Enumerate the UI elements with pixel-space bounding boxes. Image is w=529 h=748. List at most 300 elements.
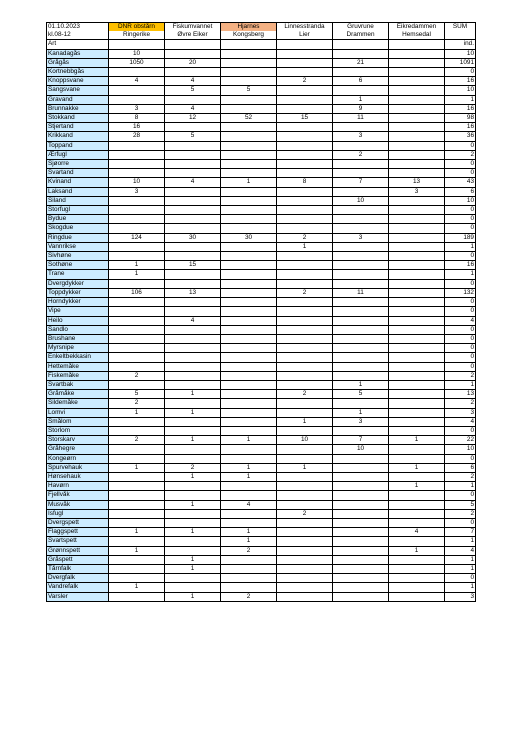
count-cell xyxy=(165,169,221,178)
species-name: Krikkand xyxy=(47,132,109,141)
sum-cell: 0 xyxy=(445,353,476,362)
sum-cell: 16 xyxy=(445,123,476,132)
count-cell xyxy=(165,518,221,527)
count-cell: 8 xyxy=(277,178,333,187)
count-cell: 1 xyxy=(109,546,165,555)
sum-cell: 1 xyxy=(445,242,476,251)
count-cell xyxy=(221,150,277,159)
count-cell: 52 xyxy=(221,114,277,123)
count-cell xyxy=(389,123,445,132)
table-row xyxy=(47,482,476,491)
count-cell xyxy=(165,334,221,343)
count-cell xyxy=(389,77,445,86)
species-name: Grønnspett xyxy=(47,546,109,555)
sum-cell: 0 xyxy=(445,491,476,500)
count-cell xyxy=(333,362,389,371)
count-cell: 11 xyxy=(333,114,389,123)
count-cell xyxy=(389,114,445,123)
count-cell: 15 xyxy=(165,261,221,270)
sum-cell: 0 xyxy=(445,279,476,288)
count-cell: 10 xyxy=(333,445,389,454)
species-name: Havørn xyxy=(47,482,109,491)
count-cell xyxy=(277,169,333,178)
count-cell: 106 xyxy=(109,288,165,297)
count-cell xyxy=(333,574,389,583)
count-cell xyxy=(109,574,165,583)
count-cell: 2 xyxy=(277,390,333,399)
sum-cell: 132 xyxy=(445,288,476,297)
table-row xyxy=(47,592,476,601)
count-cell xyxy=(333,500,389,509)
count-cell xyxy=(165,95,221,104)
site-name-4: Linnesstranda xyxy=(277,23,333,32)
count-cell xyxy=(221,509,277,518)
count-cell xyxy=(221,242,277,251)
count-cell: 1 xyxy=(165,472,221,481)
table-row xyxy=(47,399,476,408)
count-cell xyxy=(333,491,389,500)
table-row xyxy=(47,353,476,362)
count-cell: 30 xyxy=(165,233,221,242)
count-cell xyxy=(109,279,165,288)
count-cell xyxy=(333,169,389,178)
count-cell xyxy=(277,546,333,555)
sum-cell: 0 xyxy=(445,206,476,215)
count-cell xyxy=(165,68,221,77)
table-row xyxy=(47,224,476,233)
table-row xyxy=(47,187,476,196)
table-row xyxy=(47,371,476,380)
count-cell xyxy=(277,482,333,491)
table-row xyxy=(47,390,476,399)
sum-cell: 7 xyxy=(445,528,476,537)
count-cell xyxy=(165,150,221,159)
count-cell xyxy=(333,68,389,77)
count-cell xyxy=(221,169,277,178)
count-cell: 4 xyxy=(165,178,221,187)
site-place-2: Øvre Eiker xyxy=(165,31,221,40)
count-cell xyxy=(109,518,165,527)
count-cell xyxy=(109,454,165,463)
count-cell: 5 xyxy=(165,132,221,141)
table-row xyxy=(47,463,476,472)
count-cell xyxy=(333,316,389,325)
count-cell xyxy=(389,592,445,601)
species-name: Sangsvane xyxy=(47,86,109,95)
species-name: Sjøorre xyxy=(47,160,109,169)
count-cell xyxy=(221,482,277,491)
count-cell xyxy=(221,325,277,334)
species-name: Kanadagås xyxy=(47,49,109,58)
table-row xyxy=(47,445,476,454)
count-cell xyxy=(277,58,333,67)
count-cell xyxy=(277,261,333,270)
count-cell xyxy=(277,353,333,362)
table-row xyxy=(47,436,476,445)
count-cell xyxy=(165,307,221,316)
sum-cell: 3 xyxy=(445,408,476,417)
count-cell xyxy=(389,298,445,307)
count-cell xyxy=(389,307,445,316)
count-cell xyxy=(165,380,221,389)
count-cell: 1 xyxy=(109,408,165,417)
count-cell: 28 xyxy=(109,132,165,141)
count-cell xyxy=(109,555,165,564)
count-cell xyxy=(333,592,389,601)
count-cell xyxy=(109,224,165,233)
count-cell xyxy=(333,334,389,343)
sum-header: SUM xyxy=(445,23,476,32)
count-cell xyxy=(389,233,445,242)
count-cell: 1 xyxy=(333,380,389,389)
count-cell xyxy=(221,491,277,500)
species-name: Kortnebbgås xyxy=(47,68,109,77)
table-row xyxy=(47,132,476,141)
count-cell xyxy=(389,390,445,399)
sum-cell: 16 xyxy=(445,261,476,270)
table-row xyxy=(47,242,476,251)
site-place-1: Ringerike xyxy=(109,31,165,40)
count-cell: 1 xyxy=(333,408,389,417)
sum-cell: 10 xyxy=(445,445,476,454)
count-cell xyxy=(277,104,333,113)
sum-cell: 1091 xyxy=(445,58,476,67)
species-name: Gråspett xyxy=(47,555,109,564)
count-cell xyxy=(221,399,277,408)
count-cell xyxy=(333,270,389,279)
count-cell: 16 xyxy=(109,123,165,132)
count-cell xyxy=(109,362,165,371)
count-cell xyxy=(277,334,333,343)
count-cell xyxy=(109,344,165,353)
sum-cell: 16 xyxy=(445,77,476,86)
count-cell: 2 xyxy=(165,463,221,472)
count-cell: 1 xyxy=(221,463,277,472)
count-cell xyxy=(389,316,445,325)
count-cell: 3 xyxy=(109,104,165,113)
count-cell xyxy=(165,123,221,132)
count-cell: 2 xyxy=(277,288,333,297)
count-cell xyxy=(221,224,277,233)
species-name: Storskarv xyxy=(47,436,109,445)
count-cell xyxy=(333,555,389,564)
count-cell xyxy=(221,288,277,297)
table-row xyxy=(47,334,476,343)
sum-cell: 6 xyxy=(445,463,476,472)
sum-cell: 0 xyxy=(445,362,476,371)
table-row xyxy=(47,472,476,481)
count-cell: 15 xyxy=(277,114,333,123)
count-cell xyxy=(277,408,333,417)
count-cell xyxy=(389,344,445,353)
count-cell xyxy=(389,399,445,408)
count-cell: 4 xyxy=(221,500,277,509)
sum-cell: 16 xyxy=(445,104,476,113)
count-cell xyxy=(221,160,277,169)
count-cell xyxy=(333,160,389,169)
count-cell xyxy=(333,242,389,251)
count-cell: 1 xyxy=(389,463,445,472)
count-cell xyxy=(165,583,221,592)
count-cell: 1050 xyxy=(109,58,165,67)
count-cell xyxy=(165,215,221,224)
count-cell xyxy=(333,528,389,537)
count-cell xyxy=(277,95,333,104)
species-name: Smålom xyxy=(47,417,109,426)
count-cell: 3 xyxy=(333,233,389,242)
count-cell xyxy=(277,298,333,307)
species-name: Sivhøne xyxy=(47,252,109,261)
sum-header-blank xyxy=(445,31,476,40)
count-cell: 2 xyxy=(333,150,389,159)
count-cell xyxy=(221,362,277,371)
table-row xyxy=(47,196,476,205)
time-cell: kl.08-12 xyxy=(47,31,109,40)
count-cell xyxy=(277,472,333,481)
count-cell: 2 xyxy=(277,233,333,242)
count-cell xyxy=(333,206,389,215)
sum-cell: 0 xyxy=(445,344,476,353)
table-row xyxy=(47,574,476,583)
sum-cell: 2 xyxy=(445,371,476,380)
count-cell xyxy=(221,77,277,86)
count-cell xyxy=(277,380,333,389)
count-cell xyxy=(109,500,165,509)
sum-cell: 0 xyxy=(445,325,476,334)
count-cell xyxy=(389,500,445,509)
species-name: Vandrefalk xyxy=(47,583,109,592)
table-row xyxy=(47,500,476,509)
species-name: Trane xyxy=(47,270,109,279)
species-name: Ærfugl xyxy=(47,150,109,159)
species-name: Kongeørn xyxy=(47,454,109,463)
count-cell xyxy=(165,574,221,583)
species-name: Sothøne xyxy=(47,261,109,270)
count-cell: 1 xyxy=(277,242,333,251)
count-cell xyxy=(333,261,389,270)
table-row xyxy=(47,509,476,518)
table-row xyxy=(47,298,476,307)
count-cell xyxy=(389,224,445,233)
count-cell xyxy=(165,537,221,546)
count-cell xyxy=(109,252,165,261)
table-row xyxy=(47,491,476,500)
species-name: Grågås xyxy=(47,58,109,67)
count-cell xyxy=(333,252,389,261)
count-cell xyxy=(221,141,277,150)
count-cell: 2 xyxy=(109,371,165,380)
sum-cell: 4 xyxy=(445,546,476,555)
count-cell xyxy=(389,371,445,380)
species-name: Musvåk xyxy=(47,500,109,509)
count-cell: 1 xyxy=(389,546,445,555)
species-name: Vipe xyxy=(47,307,109,316)
table-row xyxy=(47,380,476,389)
count-cell xyxy=(109,537,165,546)
count-cell xyxy=(389,132,445,141)
count-cell xyxy=(333,371,389,380)
species-name: Bydue xyxy=(47,215,109,224)
sum-cell: 0 xyxy=(445,574,476,583)
count-cell xyxy=(165,417,221,426)
count-cell: 1 xyxy=(109,583,165,592)
count-cell xyxy=(109,564,165,573)
count-cell: 12 xyxy=(165,114,221,123)
count-cell xyxy=(165,362,221,371)
count-cell xyxy=(389,454,445,463)
count-cell xyxy=(109,325,165,334)
count-cell xyxy=(109,307,165,316)
count-cell: 1 xyxy=(165,555,221,564)
count-cell xyxy=(333,86,389,95)
count-cell xyxy=(389,417,445,426)
species-name: Heilo xyxy=(47,316,109,325)
count-cell xyxy=(389,426,445,435)
count-cell xyxy=(389,196,445,205)
count-cell xyxy=(165,454,221,463)
count-cell: 1 xyxy=(165,390,221,399)
species-name: Laksand xyxy=(47,187,109,196)
sum-cell: 0 xyxy=(445,160,476,169)
count-cell: 1 xyxy=(165,436,221,445)
table-row xyxy=(47,417,476,426)
count-cell xyxy=(221,279,277,288)
sum-cell: 4 xyxy=(445,316,476,325)
count-cell: 21 xyxy=(333,58,389,67)
count-cell xyxy=(277,252,333,261)
count-cell xyxy=(333,564,389,573)
sum-cell: 4 xyxy=(445,417,476,426)
table-row xyxy=(47,546,476,555)
sum-cell: 5 xyxy=(445,500,476,509)
count-cell xyxy=(221,95,277,104)
count-cell xyxy=(389,95,445,104)
count-cell: 1 xyxy=(109,463,165,472)
count-cell xyxy=(389,104,445,113)
count-cell xyxy=(389,445,445,454)
count-cell xyxy=(221,261,277,270)
count-cell xyxy=(389,242,445,251)
species-name: Hettemåke xyxy=(47,362,109,371)
sum-cell: 2 xyxy=(445,150,476,159)
count-cell xyxy=(109,426,165,435)
header-row-places xyxy=(47,31,476,40)
count-cell xyxy=(277,500,333,509)
count-cell xyxy=(277,123,333,132)
sum-cell: 1 xyxy=(445,555,476,564)
table-row xyxy=(47,426,476,435)
count-cell xyxy=(389,353,445,362)
species-name: Storfugl xyxy=(47,206,109,215)
table-row xyxy=(47,316,476,325)
table-row xyxy=(47,58,476,67)
sum-cell: 1 xyxy=(445,270,476,279)
count-cell xyxy=(389,160,445,169)
count-cell xyxy=(389,58,445,67)
count-cell xyxy=(333,344,389,353)
site-name-2: Fiskumvannet xyxy=(165,23,221,32)
count-cell: 3 xyxy=(109,187,165,196)
species-name: Stokkand xyxy=(47,114,109,123)
count-cell xyxy=(221,298,277,307)
table-row xyxy=(47,362,476,371)
count-cell xyxy=(389,68,445,77)
count-cell: 7 xyxy=(333,178,389,187)
count-cell xyxy=(277,187,333,196)
table-row xyxy=(47,123,476,132)
table-row xyxy=(47,307,476,316)
count-cell xyxy=(333,426,389,435)
count-cell xyxy=(277,362,333,371)
count-cell xyxy=(109,169,165,178)
count-cell xyxy=(109,472,165,481)
species-name: Knoppsvane xyxy=(47,77,109,86)
count-cell xyxy=(389,537,445,546)
count-cell xyxy=(277,49,333,58)
count-cell xyxy=(221,518,277,527)
table-row xyxy=(47,68,476,77)
count-cell: 5 xyxy=(109,390,165,399)
count-cell xyxy=(109,334,165,343)
count-cell xyxy=(221,353,277,362)
sum-cell: 189 xyxy=(445,233,476,242)
count-cell xyxy=(221,408,277,417)
species-name: Isfugl xyxy=(47,509,109,518)
sum-cell: 10 xyxy=(445,86,476,95)
count-cell xyxy=(277,206,333,215)
table-row xyxy=(47,95,476,104)
sum-cell: 1 xyxy=(445,564,476,573)
count-cell xyxy=(221,344,277,353)
count-cell xyxy=(277,160,333,169)
species-name: Myrsnipe xyxy=(47,344,109,353)
species-name: Dvergdykker xyxy=(47,279,109,288)
table-row xyxy=(47,215,476,224)
count-cell: 1 xyxy=(221,528,277,537)
site-name-5: Gruvrune xyxy=(333,23,389,32)
count-cell xyxy=(277,86,333,95)
count-cell xyxy=(221,104,277,113)
count-cell xyxy=(389,288,445,297)
species-name: Gråmåke xyxy=(47,390,109,399)
count-cell: 9 xyxy=(333,104,389,113)
count-cell xyxy=(221,252,277,261)
species-name: Svartand xyxy=(47,169,109,178)
count-cell xyxy=(109,242,165,251)
count-cell xyxy=(277,528,333,537)
sum-cell: 6 xyxy=(445,187,476,196)
count-cell: 1 xyxy=(165,408,221,417)
count-cell xyxy=(221,564,277,573)
count-cell xyxy=(165,491,221,500)
count-cell xyxy=(165,344,221,353)
count-cell xyxy=(221,215,277,224)
species-name: Horndykker xyxy=(47,298,109,307)
count-cell xyxy=(277,592,333,601)
count-cell xyxy=(221,58,277,67)
count-cell: 2 xyxy=(221,546,277,555)
sum-cell: 13 xyxy=(445,390,476,399)
count-cell xyxy=(389,362,445,371)
table-row xyxy=(47,178,476,187)
count-cell xyxy=(333,518,389,527)
count-cell xyxy=(109,445,165,454)
count-cell xyxy=(165,224,221,233)
count-cell: 1 xyxy=(221,537,277,546)
count-cell xyxy=(221,307,277,316)
count-cell xyxy=(333,454,389,463)
sum-cell: 0 xyxy=(445,454,476,463)
